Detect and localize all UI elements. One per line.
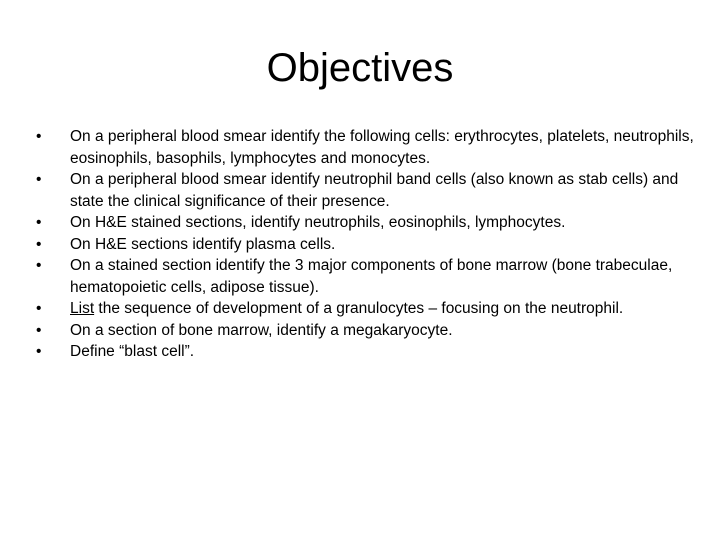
list-item bbox=[36, 169, 696, 212]
objectives-list bbox=[36, 126, 696, 363]
bullet-icon: • bbox=[36, 257, 42, 274]
list-item bbox=[36, 341, 696, 363]
list-item bbox=[36, 320, 696, 342]
list-item bbox=[36, 212, 696, 234]
list-item-text: On a section of bone marrow, identify a megakaryocyte. bbox=[70, 321, 453, 339]
list-item bbox=[36, 126, 696, 169]
list-item bbox=[36, 234, 696, 256]
bullet-icon: • bbox=[36, 235, 42, 253]
slide-title: Objectives bbox=[266, 46, 454, 90]
list-item-text: the sequence of development of a granulocytes – focusing on the neutrophil. bbox=[94, 300, 624, 317]
bullet-icon: • bbox=[36, 128, 42, 145]
bullet-icon: • bbox=[36, 321, 42, 339]
list-item bbox=[36, 298, 696, 320]
list-item-text: On H&E stained sections, identify neutrophils, eosinophils, lymphocytes. bbox=[70, 214, 566, 231]
bullet-icon: • bbox=[36, 300, 42, 317]
bullet-icon: • bbox=[36, 171, 42, 188]
list-item-text: On a peripheral blood smear identify the following cells: erythrocytes, platelets, neutrophils, eosinophils, basophils, lymphocytes and monocytes. bbox=[70, 128, 694, 167]
list-item-text: On H&E sections identify plasma cells. bbox=[70, 235, 336, 253]
list-item-text: On a stained section identify the 3 major components of bone marrow (bone trabeculae, hematopoietic cells, adipose tissue). bbox=[70, 257, 673, 296]
list-item bbox=[36, 255, 696, 298]
list-item-text: On a peripheral blood smear identify neutrophil band cells (also known as stab cells) and state the clinical significance of their presence. bbox=[70, 171, 679, 210]
bullet-icon: • bbox=[36, 343, 42, 360]
list-item-underlined-word: List bbox=[70, 300, 95, 317]
list-item-text: Define “blast cell”. bbox=[70, 343, 195, 360]
bullet-icon: • bbox=[36, 214, 42, 231]
